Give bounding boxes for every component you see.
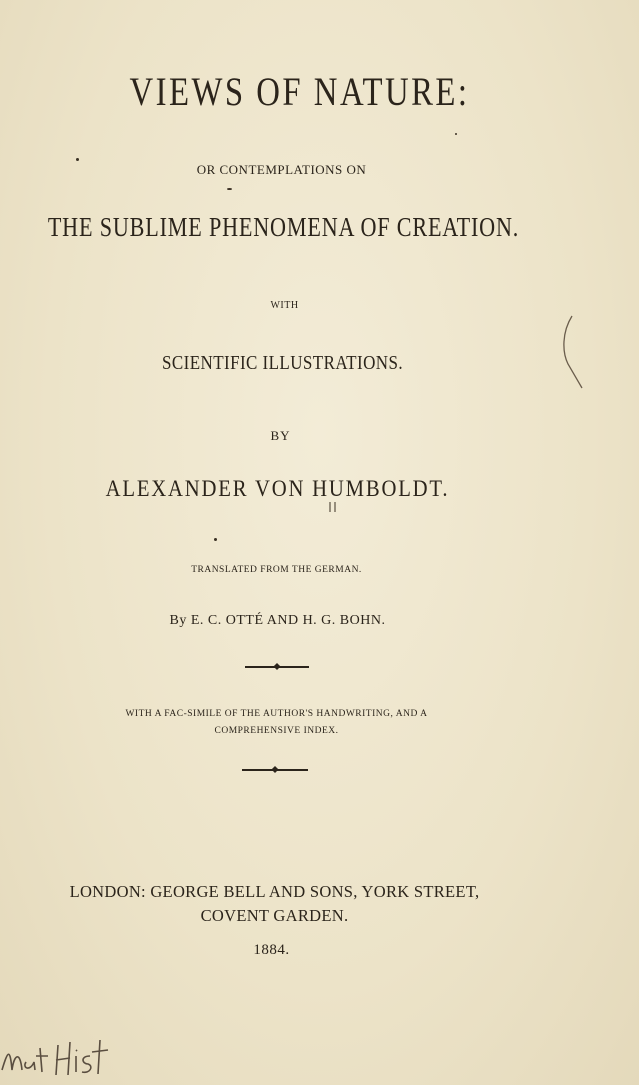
imprint-line-1: LONDON: GEORGE BELL AND SONS, YORK STREET, xyxy=(69,882,480,901)
translators-line: By E. C. OTTÉ AND H. G. BOHN. xyxy=(169,613,386,628)
pencil-mark xyxy=(326,500,340,514)
ink-speck xyxy=(227,188,232,190)
translated-note: TRANSLATED FROM THE GERMAN. xyxy=(191,565,362,575)
publication-year: 1884. xyxy=(253,942,290,958)
with-label: WITH xyxy=(270,300,299,311)
imprint-line-2: COVENT GARDEN. xyxy=(200,906,349,925)
imprint xyxy=(0,880,594,928)
ornamental-rule xyxy=(245,666,309,668)
ink-speck xyxy=(76,158,79,161)
subtitle-prefix: OR CONTEMPLATIONS ON xyxy=(196,162,367,177)
ink-speck xyxy=(214,538,217,541)
pencil-mark xyxy=(560,312,600,392)
book-title: VIEWS OF NATURE: xyxy=(129,69,470,114)
by-label: BY xyxy=(270,428,291,443)
subtitle: THE SUBLIME PHENOMENA OF CREATION. xyxy=(47,212,520,242)
facsimile-note xyxy=(0,706,596,740)
author-name: ALEXANDER VON HUMBOLDT. xyxy=(105,476,450,501)
facsimile-line-2: COMPREHENSIVE INDEX. xyxy=(214,726,339,736)
illustrations-line: SCIENTIFIC ILLUSTRATIONS. xyxy=(161,352,404,374)
facsimile-line-1: WITH A FAC-SIMILE OF THE AUTHOR'S HANDWRITING, AND A xyxy=(125,709,428,719)
ink-speck xyxy=(455,133,457,135)
ornamental-rule xyxy=(242,769,308,771)
handwritten-note xyxy=(0,1020,120,1085)
